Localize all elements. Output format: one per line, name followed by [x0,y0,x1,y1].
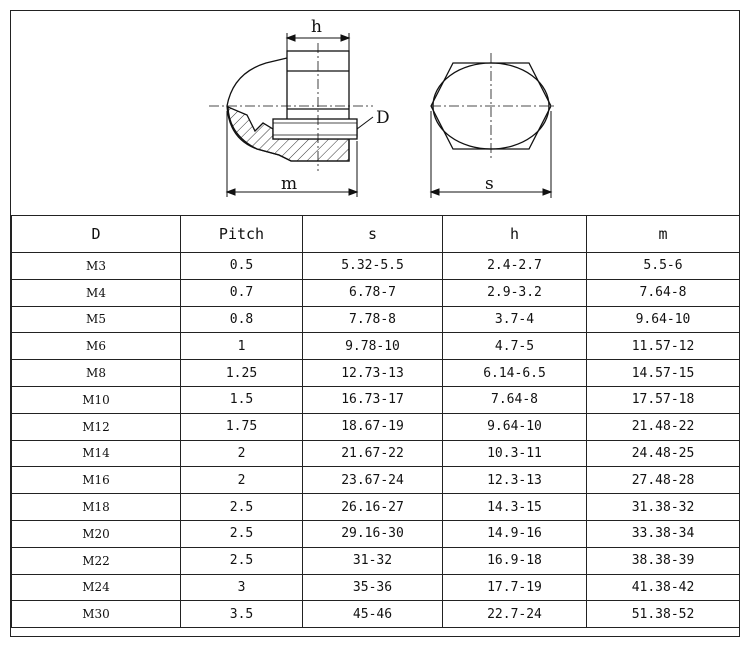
table-row [12,386,740,413]
table-row [12,494,740,521]
table-cell: 3.7-4 [443,306,587,333]
table-row [12,279,740,306]
header-m: m [587,216,740,253]
table-cell: 14.3-15 [443,494,587,521]
table-cell: 7.78-8 [303,306,443,333]
d-leader [357,117,373,129]
table-cell: 17.7-19 [443,574,587,601]
table-cell: 12.73-13 [303,360,443,387]
table-cell: 1 [181,333,303,360]
table-cell: 35-36 [303,574,443,601]
table-row [12,467,740,494]
table-cell: M30 [12,601,181,628]
table-cell: M16 [12,467,181,494]
s-label: s [485,174,494,194]
table-cell: 51.38-52 [587,601,740,628]
table-cell: 12.3-13 [443,467,587,494]
table-cell: 31.38-32 [587,494,740,521]
table-row [12,520,740,547]
table-cell: 16.9-18 [443,547,587,574]
table-cell: 0.8 [181,306,303,333]
header-s: s [303,216,443,253]
m-label: m [281,174,298,194]
table-cell: M4 [12,279,181,306]
table-cell: 26.16-27 [303,494,443,521]
table-cell: 14.57-15 [587,360,740,387]
table-cell: 2 [181,467,303,494]
table-row [12,413,740,440]
table-cell: 5.5-6 [587,253,740,280]
table-cell: 11.57-12 [587,333,740,360]
table-cell: 6.14-6.5 [443,360,587,387]
table-cell: 2.5 [181,494,303,521]
table-header-row [12,216,740,253]
table-cell: 22.7-24 [443,601,587,628]
h-label: h [311,17,322,37]
spec-sheet [10,10,740,637]
table-row [12,440,740,467]
table-cell: 2.5 [181,547,303,574]
table-cell: 31-32 [303,547,443,574]
table-cell: 5.32-5.5 [303,253,443,280]
table-cell: M5 [12,306,181,333]
table-cell: 16.73-17 [303,386,443,413]
table-row [12,574,740,601]
table-cell: 29.16-30 [303,520,443,547]
table-cell: M3 [12,253,181,280]
table-cell: 0.5 [181,253,303,280]
table-row [12,333,740,360]
table-cell: M14 [12,440,181,467]
table-cell: 0.7 [181,279,303,306]
table-cell: M20 [12,520,181,547]
table-cell: 21.67-22 [303,440,443,467]
table-cell: 3 [181,574,303,601]
technical-diagram [11,11,739,215]
table-cell: 38.38-39 [587,547,740,574]
table-cell: 2.9-3.2 [443,279,587,306]
table-cell: 41.38-42 [587,574,740,601]
table-row [12,360,740,387]
table-cell: 7.64-8 [587,279,740,306]
table-cell: 18.67-19 [303,413,443,440]
table-cell: M6 [12,333,181,360]
table-cell: M8 [12,360,181,387]
cap-nut-drawing [11,11,739,215]
table-cell: M12 [12,413,181,440]
table-cell: 2.4-2.7 [443,253,587,280]
header-d: D [12,216,181,253]
table-cell: 14.9-16 [443,520,587,547]
table-cell: 21.48-22 [587,413,740,440]
table-cell: 2 [181,440,303,467]
table-cell: 27.48-28 [587,467,740,494]
table-cell: 3.5 [181,601,303,628]
table-cell: M24 [12,574,181,601]
table-cell: 24.48-25 [587,440,740,467]
table-cell: 45-46 [303,601,443,628]
header-h: h [443,216,587,253]
table-cell: 17.57-18 [587,386,740,413]
table-row [12,547,740,574]
table-cell: 9.64-10 [443,413,587,440]
table-cell: M10 [12,386,181,413]
table-cell: 6.78-7 [303,279,443,306]
table-cell: 9.64-10 [587,306,740,333]
table-cell: 23.67-24 [303,467,443,494]
table-cell: 4.7-5 [443,333,587,360]
table-cell: 7.64-8 [443,386,587,413]
table-cell: 33.38-34 [587,520,740,547]
table-cell: 1.75 [181,413,303,440]
table-cell: 1.25 [181,360,303,387]
table-cell: 10.3-11 [443,440,587,467]
table-cell: 2.5 [181,520,303,547]
header-pitch: Pitch [181,216,303,253]
table-cell: M18 [12,494,181,521]
table-row [12,306,740,333]
table-cell: 1.5 [181,386,303,413]
table-cell: 9.78-10 [303,333,443,360]
d-label: D [376,108,390,128]
table-cell: M22 [12,547,181,574]
table-row [12,253,740,280]
table-row [12,601,740,628]
dimension-table [11,215,740,628]
